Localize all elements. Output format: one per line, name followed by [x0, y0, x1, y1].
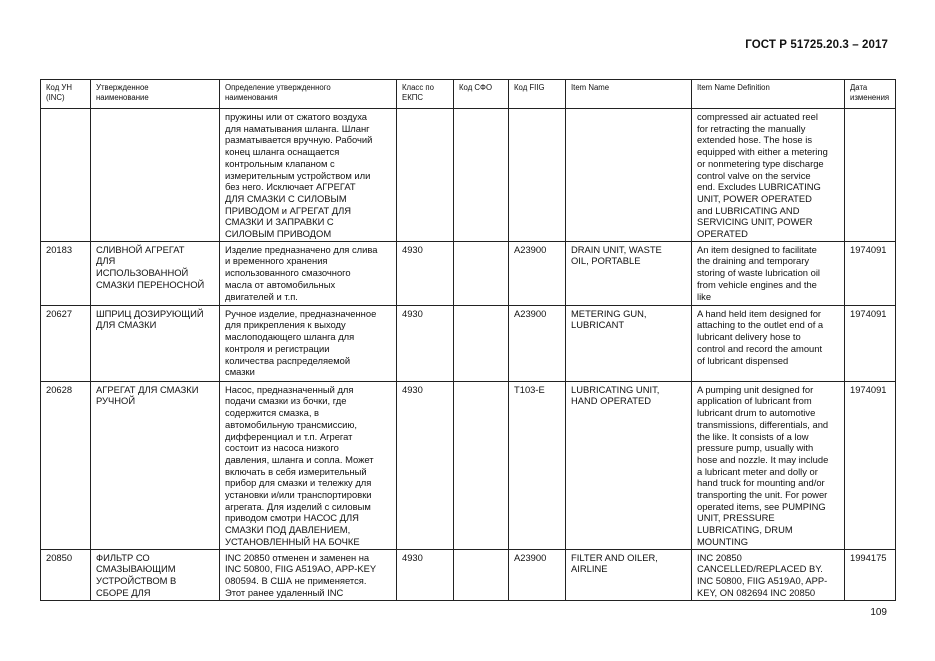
cell-approved-name: [91, 109, 220, 242]
cell-definition: Насос, предназначенный для подачи смазки из бочки, где содержится смазка, в автомобильную трансмиссию, дифференциал и т.п. Агрегат состоит из насоса низкого давления, шланга и сопла. Может включать в себя измерительный прибор для смазки и тележку для установки и/или транспортировки агрегата. Для изделий с силовым приводом смотри НАСОС ДЛЯ СМАЗКИ ПОД ДАВЛЕНИЕМ, УСТАНОВЛЕННЫЙ НА БОЧКЕ: [220, 381, 397, 549]
header-change-date: Дата изменения: [845, 80, 896, 109]
table-row: [41, 549, 896, 600]
cell-fiig-code: A23900: [509, 241, 566, 305]
cell-change-date: 1974091: [845, 381, 896, 549]
cell-inc: 20627: [41, 305, 91, 381]
cell-definition: INC 20850 отменен и заменен на INC 50800, FIIG A519AO, APP-KEY 080594. В США не применяется. Этот ранее удаленный INC: [220, 549, 397, 600]
cell-sfo-code: [454, 305, 509, 381]
cell-item-name: LUBRICATING UNIT, HAND OPERATED: [566, 381, 692, 549]
header-item-name: Item Name: [566, 80, 692, 109]
cell-item-name: DRAIN UNIT, WASTE OIL, PORTABLE: [566, 241, 692, 305]
header-approved-name: Утвержденное наименование: [91, 80, 220, 109]
cell-item-name: [566, 109, 692, 242]
cell-item-name-definition: compressed air actuated reel for retracting the manually extended hose. The hose is equipped with either a metering or nonmetering type discharge control valve on the service end. Excludes LUBRICATING UNIT, POWER OPERATED and LUBRICATING AND SERVICING UNIT, POWER OPERATED: [692, 109, 845, 242]
cell-approved-name: ШПРИЦ ДОЗИРУЮЩИЙ ДЛЯ СМАЗКИ: [91, 305, 220, 381]
cell-ekps-class: 4930: [397, 305, 454, 381]
cell-approved-name: ФИЛЬТР СО СМАЗЫВАЮЩИМ УСТРОЙСТВОМ В СБОРЕ ДЛЯ: [91, 549, 220, 600]
cell-sfo-code: [454, 109, 509, 242]
header-inc: Код УН (INC): [41, 80, 91, 109]
header-definition: Определение утвержденного наименования: [220, 80, 397, 109]
cell-approved-name: СЛИВНОЙ АГРЕГАТ ДЛЯ ИСПОЛЬЗОВАННОЙ СМАЗКИ ПЕРЕНОСНОЙ: [91, 241, 220, 305]
header-ekps-class: Класс по ЕКПС: [397, 80, 454, 109]
catalog-table: [40, 79, 896, 601]
cell-ekps-class: 4930: [397, 241, 454, 305]
cell-change-date: 1974091: [845, 305, 896, 381]
cell-sfo-code: [454, 241, 509, 305]
table-row: [41, 109, 896, 242]
cell-sfo-code: [454, 381, 509, 549]
table-row: [41, 381, 896, 549]
cell-item-name-definition: A hand held item designed for attaching to the outlet end of a lubricant delivery hose to control and record the amount of lubricant dispensed: [692, 305, 845, 381]
cell-change-date: 1994175: [845, 549, 896, 600]
cell-fiig-code: A23900: [509, 549, 566, 600]
cell-item-name: METERING GUN, LUBRICANT: [566, 305, 692, 381]
cell-inc: 20183: [41, 241, 91, 305]
cell-ekps-class: 4930: [397, 381, 454, 549]
cell-item-name-definition: An item designed to facilitate the draining and temporary storing of waste lubrication oil from vehicle engines and the like: [692, 241, 845, 305]
cell-sfo-code: [454, 549, 509, 600]
cell-fiig-code: [509, 109, 566, 242]
cell-change-date: [845, 109, 896, 242]
cell-item-name-definition: A pumping unit designed for application of lubricant from lubricant drum to automotive transmissions, differentials, and the like. It consists of a low pressure pump, usually with hose and nozzle. It may include a lubricant meter and dolly or hand truck for mounting and/or transporting the unit. For power operated items, see PUMPING UNIT, PRESSURE LUBRICATING, DRUM MOUNTING: [692, 381, 845, 549]
cell-inc: 20850: [41, 549, 91, 600]
header-fiig-code: Код FIIG: [509, 80, 566, 109]
cell-definition: Изделие предназначено для слива и временного хранения использованного смазочного масла от автомобильных двигателей и т.п.: [220, 241, 397, 305]
cell-fiig-code: A23900: [509, 305, 566, 381]
cell-change-date: 1974091: [845, 241, 896, 305]
cell-definition: Ручное изделие, предназначенное для прикрепления к выходу маслоподающего шланга для контроля и регистрации количества распределяемой смазки: [220, 305, 397, 381]
cell-approved-name: АГРЕГАТ ДЛЯ СМАЗКИ РУЧНОЙ: [91, 381, 220, 549]
cell-fiig-code: T103-E: [509, 381, 566, 549]
page-number: 109: [870, 607, 887, 618]
document-standard-title: ГОСТ Р 51725.20.3 – 2017: [745, 39, 888, 51]
cell-item-name-definition: INC 20850 CANCELLED/REPLACED BY. INC 50800, FIIG A519A0, APP- KEY, ON 082694 INC 20850: [692, 549, 845, 600]
table-row: [41, 305, 896, 381]
cell-definition: пружины или от сжатого воздуха для наматывания шланга. Шланг разматывается вручную. Рабочий конец шланга оснащается контрольным клапаном с измерительным устройством или без него. Исключает АГРЕГАТ ДЛЯ СМАЗКИ С СИЛОВЫМ ПРИВОДОМ и АГРЕГАТ ДЛЯ СМАЗКИ И ЗАПРАВКИ С СИЛОВЫМ ПРИВОДОМ: [220, 109, 397, 242]
table-header-row: [41, 80, 896, 109]
table-row: [41, 241, 896, 305]
cell-inc: 20628: [41, 381, 91, 549]
cell-inc: [41, 109, 91, 242]
cell-ekps-class: [397, 109, 454, 242]
cell-item-name: FILTER AND OILER, AIRLINE: [566, 549, 692, 600]
header-sfo-code: Код СФО: [454, 80, 509, 109]
header-item-name-definition: Item Name Definition: [692, 80, 845, 109]
cell-ekps-class: 4930: [397, 549, 454, 600]
